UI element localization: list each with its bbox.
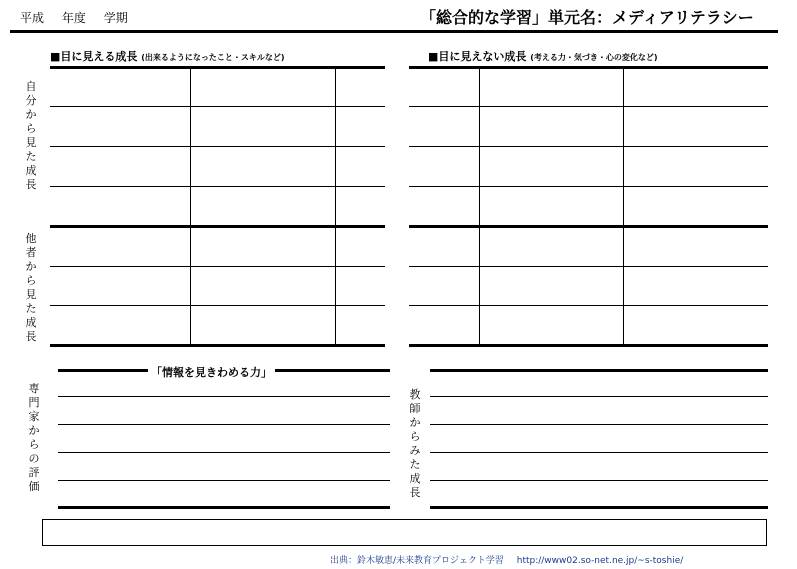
visible-growth-title: ■目に見える成長 bbox=[50, 50, 138, 63]
writing-line[interactable] bbox=[430, 452, 768, 453]
column-divider bbox=[623, 66, 624, 347]
teacher-growth-label: 教師からみた成長 bbox=[409, 388, 421, 499]
writing-line[interactable] bbox=[430, 396, 768, 397]
self-growth-label: 自分から見た成長 bbox=[25, 80, 37, 191]
expert-bottom-rule bbox=[58, 506, 390, 509]
page-title: 「総合的な学習」単元名：メディアリテラシー bbox=[420, 8, 754, 27]
writing-line[interactable] bbox=[409, 146, 768, 147]
expert-section-title: 「情報を見きわめる力」 bbox=[148, 364, 275, 380]
invisible-growth-heading bbox=[428, 48, 658, 64]
writing-line[interactable] bbox=[409, 305, 768, 306]
writing-line[interactable] bbox=[409, 106, 768, 107]
year-label: 年度 bbox=[61, 11, 86, 25]
teacher-bottom-rule bbox=[430, 506, 768, 509]
era-label: 平成 bbox=[20, 11, 45, 25]
writing-line[interactable] bbox=[58, 480, 390, 481]
writing-line[interactable] bbox=[58, 452, 390, 453]
invisible-growth-note: (考える力・気づき・心の変化など) bbox=[530, 53, 658, 62]
comment-box[interactable] bbox=[42, 519, 767, 546]
writing-line[interactable] bbox=[430, 480, 768, 481]
invisible-bottom-rule bbox=[409, 344, 768, 347]
expert-evaluation-label: 専門家からの評価 bbox=[28, 382, 40, 493]
column-divider bbox=[479, 66, 480, 347]
invisible-top-rule bbox=[409, 66, 768, 69]
header-rule bbox=[10, 30, 778, 33]
column-divider bbox=[190, 66, 191, 347]
column-divider bbox=[335, 66, 336, 347]
writing-line[interactable] bbox=[409, 266, 768, 267]
invisible-mid-rule bbox=[409, 225, 768, 228]
writing-line[interactable] bbox=[430, 424, 768, 425]
writing-line[interactable] bbox=[409, 186, 768, 187]
others-growth-label: 他者から見た成長 bbox=[25, 232, 37, 343]
writing-line[interactable] bbox=[58, 424, 390, 425]
term-header bbox=[20, 9, 142, 26]
footer-credit bbox=[330, 553, 683, 566]
invisible-growth-title: ■目に見えない成長 bbox=[428, 50, 527, 63]
footer-url[interactable]: http://www02.so-net.ne.jp/~s-toshie/ bbox=[516, 556, 684, 566]
term-label: 学期 bbox=[103, 11, 128, 25]
teacher-top-rule bbox=[430, 369, 768, 372]
visible-growth-heading bbox=[50, 48, 284, 64]
writing-line[interactable] bbox=[58, 396, 390, 397]
footer-source: 出典：鈴木敏恵/未来教育プロジェクト学習 bbox=[330, 556, 504, 566]
visible-growth-note: (出来るようになったこと・スキルなど) bbox=[141, 53, 285, 62]
